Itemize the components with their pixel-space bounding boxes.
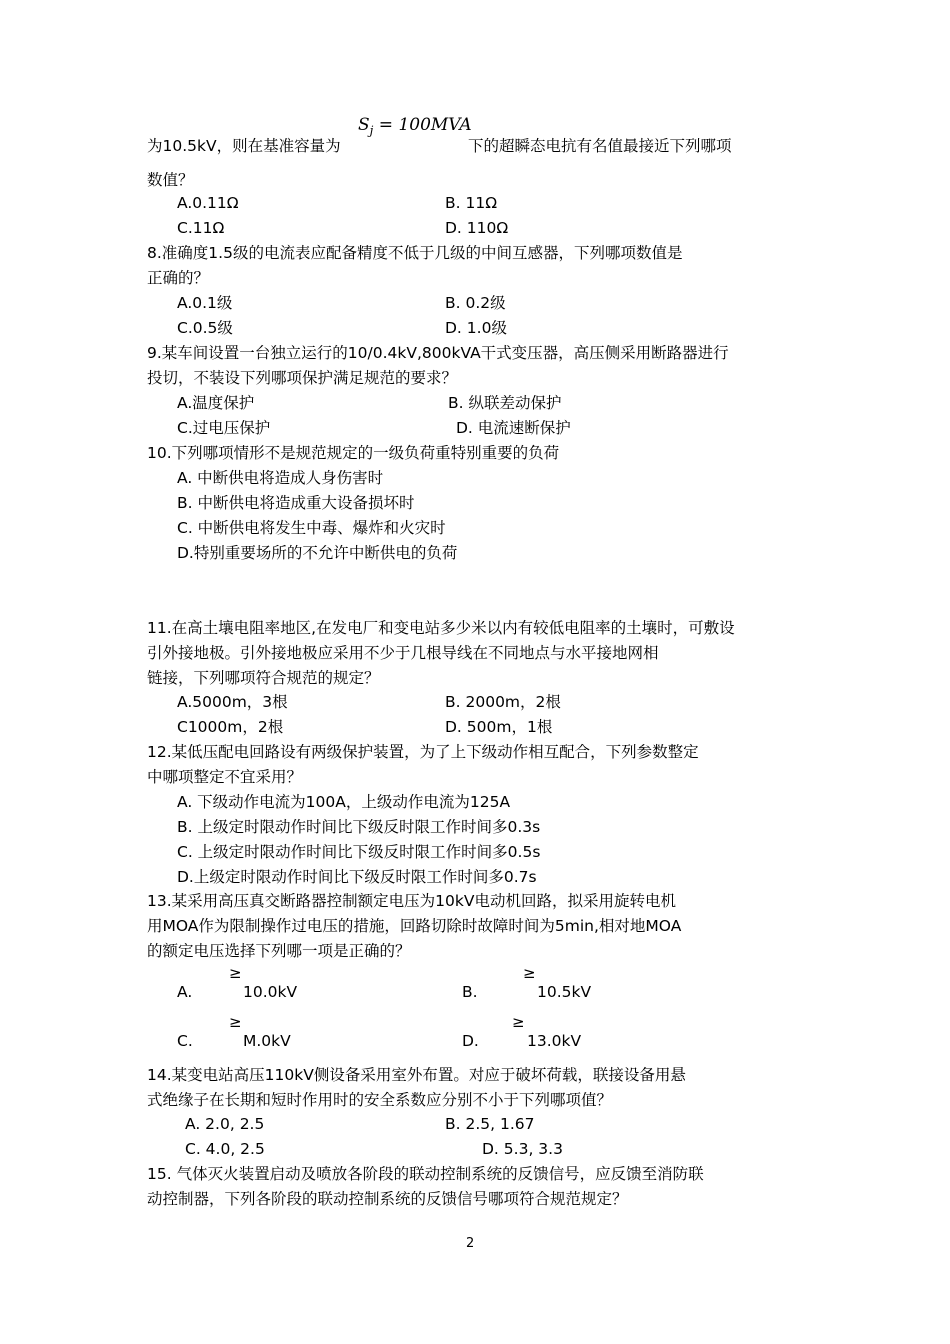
q8-option-b: B. 0.2级 (445, 294, 506, 312)
q14-option-a: A. 2.0, 2.5 (185, 1115, 265, 1133)
q13-option-d-value: 13.0kV (527, 1032, 582, 1050)
q12-line1: 12.某低压配电回路设有两级保护装置，为了上下级动作相互配合，下列参数整定 (147, 743, 699, 761)
formula-base-capacity: $S_j = 100MVA$ (358, 115, 472, 138)
q11-option-a: A.5000m，3根 (177, 693, 288, 711)
q9-option-c: C.过电压保护 (177, 419, 271, 437)
q13-option-c-letter: C. (177, 1032, 193, 1050)
q7-line1-before: 为10.5kV，则在基准容量为 (147, 137, 341, 155)
q7-line1-after: 下的超瞬态电抗有名值最接近下列哪项 (468, 137, 732, 155)
q13-option-d-letter: D. (462, 1032, 479, 1050)
page-number: 2 (466, 1236, 475, 1251)
q13-line2: 用MOA作为限制操作过电压的措施，回路切除时故障时间为5min,相对地MOA (147, 917, 682, 935)
q9-option-b: B. 纵联差动保护 (448, 394, 562, 412)
q8-line1: 8.准确度1.5级的电流表应配备精度不低于几级的中间互感器，下列哪项数值是 (147, 244, 683, 262)
q7-option-d: D. 110Ω (445, 219, 509, 237)
q8-option-d: D. 1.0级 (445, 319, 507, 337)
q12-option-d: D.上级定时限动作时间比下级反时限工作时间多0.7s (177, 868, 537, 886)
q12-option-b: B. 上级定时限动作时间比下级反时限工作时间多0.3s (177, 818, 541, 836)
q8-option-c: C.0.5级 (177, 319, 233, 337)
q9-line2: 投切，不装设下列哪项保护满足规范的要求？ (147, 369, 458, 387)
q13-line1: 13.某采用高压真交断路器控制额定电压为10kV电动机回路，拟采用旋转电机 (147, 892, 676, 910)
q9-option-a: A.温度保护 (177, 394, 255, 412)
q13-option-a-value: 10.0kV (243, 983, 298, 1001)
q14-option-b: B. 2.5, 1.67 (445, 1115, 535, 1133)
q14-line2: 式绝缘子在长期和短时作用时的安全系数应分别不小于下列哪项值？ (147, 1091, 613, 1109)
q11-option-b: B. 2000m，2根 (445, 693, 561, 711)
ge-symbol-d: ≥ (512, 1013, 525, 1031)
q10-option-d: D.特别重要场所的不允许中断供电的负荷 (177, 544, 458, 562)
q7-line2: 数值？ (147, 171, 194, 189)
q12-option-c: C. 上级定时限动作时间比下级反时限工作时间多0.5s (177, 843, 541, 861)
q11-line1: 11.在高土壤电阻率地区,在发电厂和变电站多少米以内有较低电阻率的土壤时，可敷设 (147, 619, 735, 637)
q13-line3: 的额定电压选择下列哪一项是正确的？ (147, 942, 411, 960)
q10-option-a: A. 中断供电将造成人身伤害时 (177, 469, 384, 487)
q11-option-d: D. 500m，1根 (445, 718, 553, 736)
q7-option-c: C.11Ω (177, 219, 225, 237)
q11-line3: 链接，下列哪项符合规范的规定？ (147, 669, 380, 687)
q13-option-b-letter: B. (462, 983, 478, 1001)
q7-option-b: B. 11Ω (445, 194, 498, 212)
q14-option-c: C. 4.0, 2.5 (185, 1140, 265, 1158)
q9-option-d: D. 电流速断保护 (456, 419, 571, 437)
q14-option-d: D. 5.3, 3.3 (482, 1140, 563, 1158)
q14-line1: 14.某变电站高压110kV侧设备采用室外布置。对应于破坏荷载，联接设备用悬 (147, 1066, 686, 1084)
q10-option-b: B. 中断供电将造成重大设备损坏时 (177, 494, 415, 512)
ge-symbol-b: ≥ (523, 964, 536, 982)
q15-line2: 动控制器，下列各阶段的联动控制系统的反馈信号哪项符合规范规定？ (147, 1190, 628, 1208)
q8-line2: 正确的？ (147, 269, 210, 287)
q11-line2: 引外接地极。引外接地极应采用不少于几根导线在不同地点与水平接地网相 (147, 644, 659, 662)
q9-line1: 9.某车间设置一台独立运行的10/0.4kV,800kVA干式变压器，高压侧采用断路器进行 (147, 344, 729, 362)
q10-line1: 10.下列哪项情形不是规范规定的一级负荷重特别重要的负荷 (147, 444, 560, 462)
q8-option-a: A.0.1级 (177, 294, 233, 312)
q12-line2: 中哪项整定不宜采用？ (147, 768, 303, 786)
q11-option-c: C1000m，2根 (177, 718, 284, 736)
q10-option-c: C. 中断供电将发生中毒、爆炸和火灾时 (177, 519, 446, 537)
q13-option-a-letter: A. (177, 983, 193, 1001)
q12-option-a: A. 下级动作电流为100A，上级动作电流为125A (177, 793, 511, 811)
q15-line1: 15. 气体灭火装置启动及喷放各阶段的联动控制系统的反馈信号，应反馈至消防联 (147, 1165, 704, 1183)
q13-option-c-value: M.0kV (243, 1032, 291, 1050)
ge-symbol-a: ≥ (229, 964, 242, 982)
q13-option-b-value: 10.5kV (537, 983, 592, 1001)
q7-option-a: A.0.11Ω (177, 194, 239, 212)
ge-symbol-c: ≥ (229, 1013, 242, 1031)
